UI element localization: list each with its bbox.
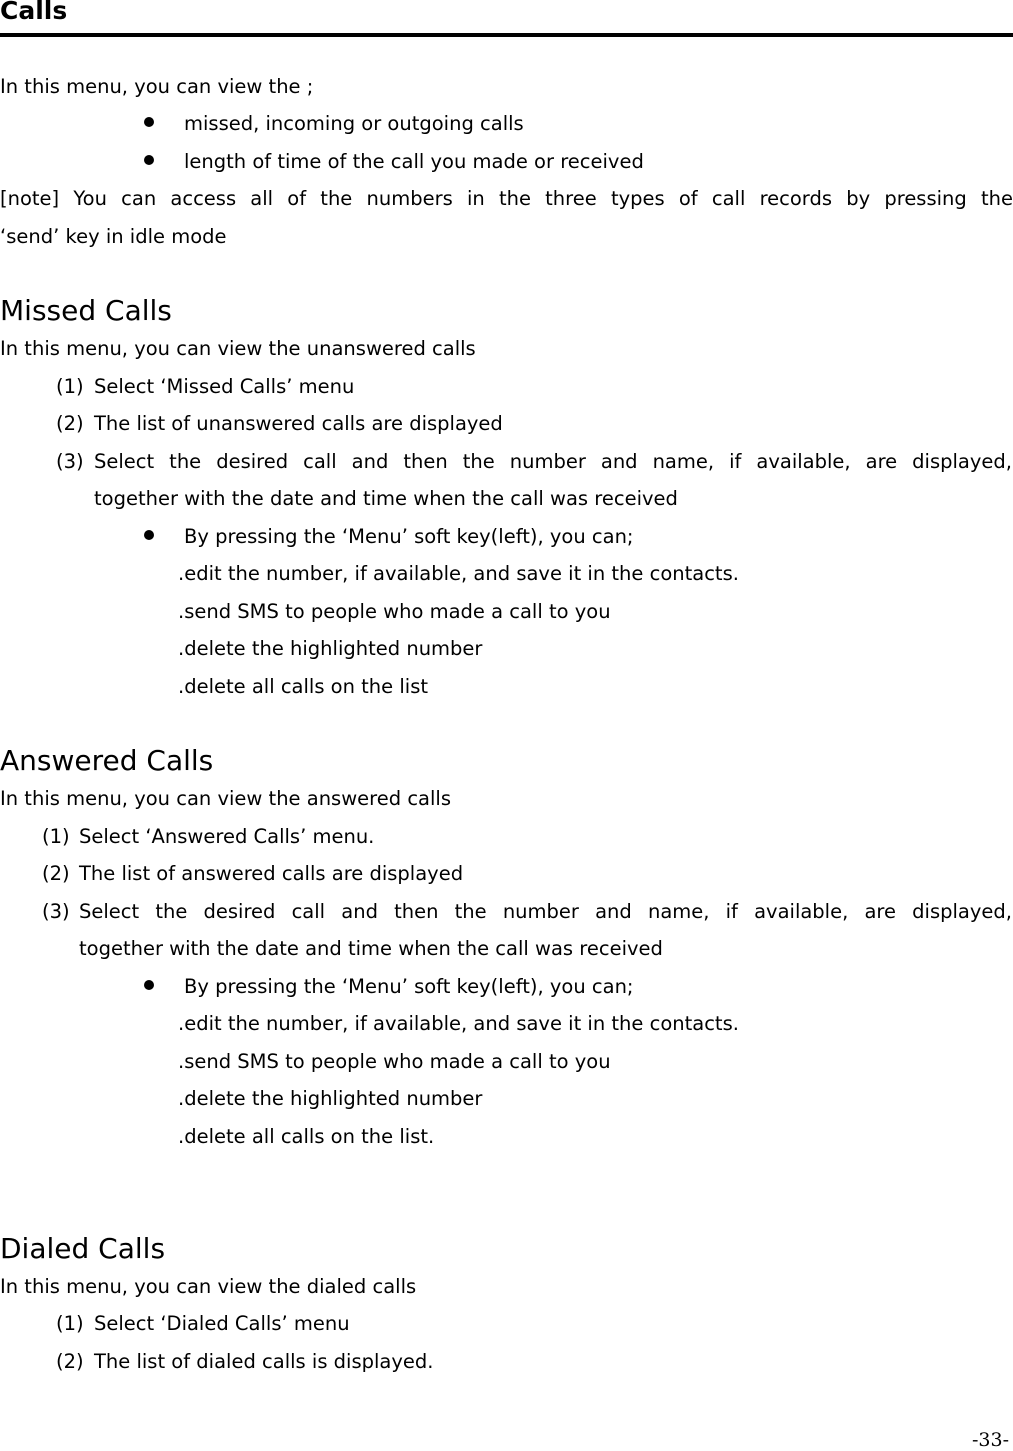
dialed-step-2: The list of dialed calls is displayed. xyxy=(94,1350,434,1373)
missed-option-3: .delete the highlighted number xyxy=(178,637,483,660)
missed-step-3-num: (3) xyxy=(56,450,84,473)
answered-step-1-num: (1) xyxy=(42,825,70,848)
answered-option-4: .delete all calls on the list. xyxy=(178,1125,435,1148)
missed-step-1: Select ‘Missed Calls’ menu xyxy=(94,375,355,398)
page-title: Calls xyxy=(0,0,68,25)
bullet-icon xyxy=(144,117,154,127)
missed-step-2-num: (2) xyxy=(56,412,84,435)
answered-step-2-num: (2) xyxy=(42,862,70,885)
answered-calls-lead: In this menu, you can view the answered calls xyxy=(0,787,451,810)
page-number: -33- xyxy=(971,1429,1009,1451)
title-rule xyxy=(0,33,1013,37)
answered-step-1: Select ‘Answered Calls’ menu. xyxy=(79,825,375,848)
answered-step-3-cont: together with the date and time when the call was received xyxy=(79,937,663,960)
dialed-calls-heading: Dialed Calls xyxy=(0,1232,166,1265)
answered-step-2: The list of answered calls are displayed xyxy=(79,862,464,885)
intro-bullet-2: length of time of the call you made or received xyxy=(184,150,644,173)
answered-option-1: .edit the number, if available, and save it in the contacts. xyxy=(178,1012,739,1035)
bullet-icon xyxy=(144,980,154,990)
dialed-step-2-num: (2) xyxy=(56,1350,84,1373)
missed-step-3-cont: together with the date and time when the call was received xyxy=(94,487,678,510)
missed-option-1: .edit the number, if available, and save it in the contacts. xyxy=(178,562,739,585)
answered-menu-bullet: By pressing the ‘Menu’ soft key(left), you can; xyxy=(184,975,634,998)
intro-bullet-1: missed, incoming or outgoing calls xyxy=(184,112,524,135)
intro-lead: In this menu, you can view the ; xyxy=(0,75,314,98)
missed-menu-bullet: By pressing the ‘Menu’ soft key(left), you can; xyxy=(184,525,634,548)
bullet-icon xyxy=(144,155,154,165)
bullet-icon xyxy=(144,530,154,540)
answered-step-3: Select the desired call and then the number and name, if available, are displayed, xyxy=(79,900,1012,923)
answered-calls-heading: Answered Calls xyxy=(0,744,214,777)
answered-option-3: .delete the highlighted number xyxy=(178,1087,483,1110)
answered-step-3-num: (3) xyxy=(42,900,70,923)
answered-option-2: .send SMS to people who made a call to you xyxy=(178,1050,611,1073)
missed-option-4: .delete all calls on the list xyxy=(178,675,429,698)
missed-option-2: .send SMS to people who made a call to you xyxy=(178,600,611,623)
dialed-calls-lead: In this menu, you can view the dialed calls xyxy=(0,1275,417,1298)
intro-note-line-1: [note] You can access all of the numbers in the three types of call records by pressing the xyxy=(0,187,1013,210)
missed-step-3: Select the desired call and then the number and name, if available, are displayed, xyxy=(94,450,1012,473)
missed-step-2: The list of unanswered calls are displayed xyxy=(94,412,503,435)
missed-step-1-num: (1) xyxy=(56,375,84,398)
missed-calls-lead: In this menu, you can view the unanswered calls xyxy=(0,337,476,360)
dialed-step-1: Select ‘Dialed Calls’ menu xyxy=(94,1312,350,1335)
dialed-step-1-num: (1) xyxy=(56,1312,84,1335)
intro-note-line-2: ‘send’ key in idle mode xyxy=(0,225,227,248)
missed-calls-heading: Missed Calls xyxy=(0,294,172,327)
